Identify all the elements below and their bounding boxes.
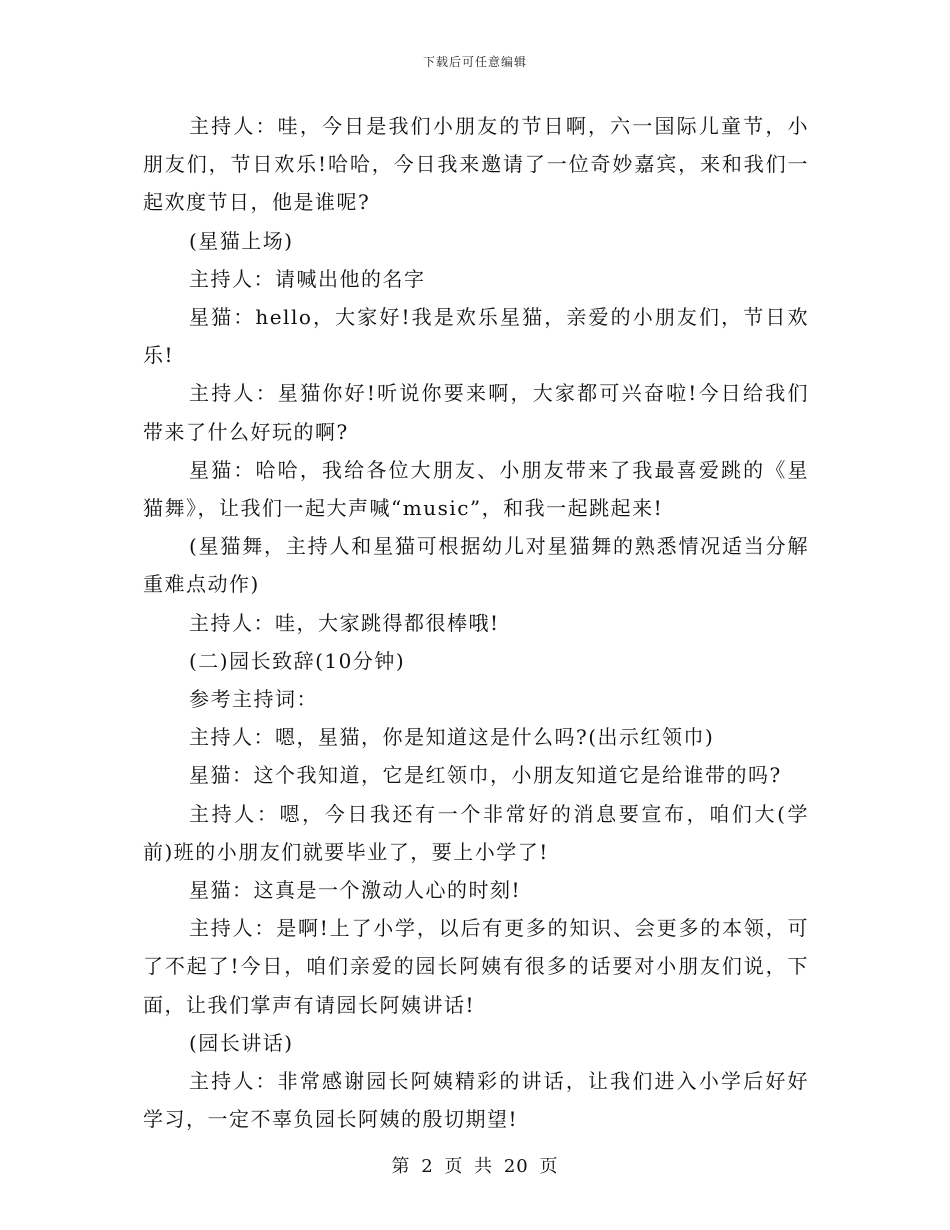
paragraph-host-red-scarf: 主持人：嗯，星猫，你是知道这是什么吗?(出示红领巾): [189, 725, 715, 750]
paragraph-host-opening: 主持人：哇，今日是我们小朋友的节日啊，六一国际儿童节，小朋友们，节日欢乐!哈哈，今日我来邀请了一位奇妙嘉宾，来和我们一起欢度节日，他是谁呢?: [143, 114, 809, 215]
paragraph-host-graduation: 主持人：嗯，今日我还有一个非常好的消息要宣布，咱们大(学前)班的小朋友们就要毕业了，要上小学了!: [143, 801, 809, 864]
paragraph-host-greets-cat: 主持人：星猫你好!听说你要来啊，大家都可兴奋啦!今日给我们带来了什么好玩的啊?: [143, 381, 809, 444]
paragraph-host-thanks: 主持人：非常感谢园长阿姨精彩的讲话，让我们进入小学后好好学习，一定不辜负园长阿姨的殷切期望!: [143, 1069, 809, 1132]
paragraph-host-call-name: 主持人：请喊出他的名字: [189, 266, 426, 291]
paragraph-star-cat-dance: 星猫：哈哈，我给各位大朋友、小朋友带来了我最喜爱跳的《星猫舞》，让我们一起大声喊“music”，和我一起跳起来!: [143, 457, 809, 521]
paragraph-dance-note: (星猫舞，主持人和星猫可根据幼儿对星猫舞的熟悉情况适当分解重难点动作): [143, 534, 809, 597]
paragraph-host-praise: 主持人：哇，大家跳得都很棒哦!: [189, 610, 500, 635]
paragraph-star-cat-moment: 星猫：这真是一个激动人心的时刻!: [189, 878, 522, 903]
document-body: [143, 107, 809, 1138]
paragraph-reference-script: 参考主持词：: [189, 687, 318, 712]
section-heading-principal-speech: (二)园长致辞(10分钟): [189, 648, 406, 673]
paragraph-star-cat-hello: 星猫：hello，大家好!我是欢乐星猫，亲爱的小朋友们，节日欢乐!: [143, 305, 809, 368]
page-number: 第 2 页 共 20 页: [391, 1156, 559, 1177]
paragraph-star-cat-red-scarf: 星猫：这个我知道，它是红领巾，小朋友知道它是给谁带的吗?: [189, 763, 782, 788]
paragraph-principal-speaks: (园长讲话): [189, 1030, 294, 1055]
paragraph-host-invite-principal: 主持人：是啊!上了小学，以后有更多的知识、会更多的本领，可了不起了!今日，咱们亲爱的园长阿姨有很多的话要对小朋友们说，下面，让我们掌声有请园长阿姨讲话!: [143, 916, 809, 1017]
paragraph-star-cat-enters: (星猫上场): [189, 228, 294, 253]
page-header: 下载后可任意编辑: [422, 55, 527, 69]
